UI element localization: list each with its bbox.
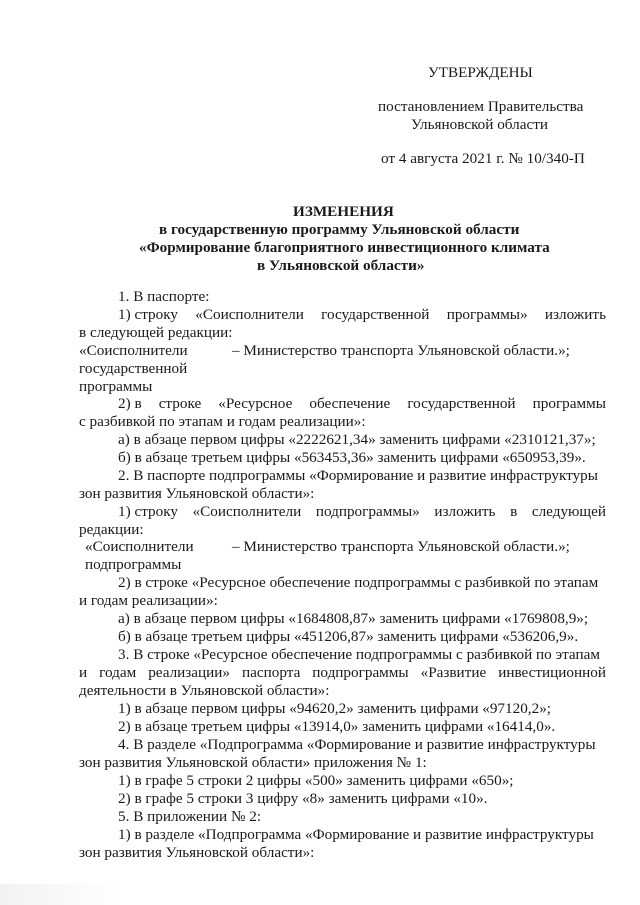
doc-heading-line-1: в государственную программу Ульяновской области (159, 221, 520, 238)
word: обеспечение (309, 395, 391, 412)
word: подпрограммы (312, 664, 409, 681)
doc-heading-line-3: в Ульяновской области» (257, 257, 425, 274)
paragraph-line: 2) в графе 5 строки 3 цифру «8» заменить цифрами «10». (118, 790, 488, 807)
word: «Соисполнители (192, 503, 302, 520)
table-label: подпрограммы (85, 556, 182, 573)
paragraph-line: зон развития Ульяновской области» приложения № 1: (79, 754, 427, 771)
approval-title: УТВЕРЖДЕНЫ (428, 64, 533, 81)
word: реализации» (148, 664, 231, 681)
word: программы» (446, 306, 528, 323)
word: в (510, 503, 518, 520)
table-value: – Министерство транспорта Ульяновской области.»; (232, 342, 570, 359)
word: «Соисполнители (195, 306, 304, 323)
paragraph-line: зон развития Ульяновской области»: (79, 485, 315, 502)
paragraph-line: б) в абзаце третьем цифры «563453,36» заменить цифрами «650953,39». (118, 449, 586, 466)
section-3-title: 3. В строке «Ресурсное обеспечение подпрограммы с разбивкой по этапам (118, 646, 600, 663)
table-label: государственной (79, 360, 188, 377)
word: программы (532, 395, 606, 412)
paragraph-line: 2) в абзаце третьем цифры «13914,0» заменить цифрами «16414,0». (118, 718, 556, 735)
paragraph-line: с разбивкой по этапам и годам реализации»: (79, 413, 366, 430)
word: строке (158, 395, 202, 412)
doc-heading-line-2: «Формирование благоприятного инвестиционного климата (139, 239, 550, 256)
approval-line-1: постановлением Правительства (378, 98, 584, 115)
paragraph-line: 2) в строке «Ресурсное обеспечение подпрограммы с разбивкой по этапам (118, 574, 599, 591)
paragraph-line (118, 306, 606, 324)
word: государственной (321, 306, 430, 323)
table-value: – Министерство транспорта Ульяновской области.»; (232, 538, 570, 555)
scan-artifact (0, 884, 120, 905)
paragraph-line: в следующей редакции: (79, 324, 233, 341)
table-label: «Соисполнители (85, 538, 194, 555)
section-5-title: 5. В приложении № 2: (118, 808, 262, 825)
word: паспорта (242, 664, 301, 681)
paragraph-line: б) в абзаце третьем цифры «451206,87» заменить цифрами «536206,9». (118, 628, 579, 645)
paragraph-line (118, 395, 606, 413)
word: изложить (544, 306, 606, 323)
approval-line-2: Ульяновской области (411, 116, 548, 133)
word: годам (99, 664, 137, 681)
word: и (79, 664, 88, 681)
doc-heading-title: ИЗМЕНЕНИЯ (293, 203, 394, 220)
paragraph-line: и годам реализации»: (79, 592, 218, 609)
word: инвестиционной (498, 664, 606, 681)
word: подпрограммы» (315, 503, 420, 520)
section-2-title: 2. В паспорте подпрограммы «Формирование и развитие инфраструктуры (118, 467, 598, 484)
section-1-title: 1. В паспорте: (118, 288, 210, 305)
word: 2) в (118, 395, 142, 412)
section-4-title: 4. В разделе «Подпрограмма «Формирование и развитие инфраструктуры (118, 736, 596, 753)
paragraph-line: 1) в графе 5 строки 2 цифры «500» заменить цифрами «650»; (118, 772, 514, 789)
word: 1) строку (118, 503, 178, 520)
word: изложить (434, 503, 496, 520)
paragraph-line: редакции: (79, 521, 144, 538)
paragraph-line: а) в абзаце первом цифры «1684808,87» заменить цифрами «1769808,9»; (118, 610, 589, 627)
table-label: «Соисполнители (79, 342, 188, 359)
word: 1) строку (118, 306, 178, 323)
word: «Ресурсное (218, 395, 293, 412)
paragraph-line: а) в абзаце первом цифры «2222621,34» заменить цифрами «2310121,37»; (118, 431, 596, 448)
paragraph-line: деятельности в Ульяновской области»: (79, 682, 330, 699)
paragraph-line: 1) в абзаце первом цифры «94620,2» заменить цифрами «97120,2»; (118, 700, 552, 717)
word: государственной (407, 395, 516, 412)
word: «Развитие (420, 664, 487, 681)
approval-date: от 4 августа 2021 г. № 10/340-П (381, 150, 585, 167)
paragraph-line (118, 503, 606, 521)
paragraph-line: 1) в разделе «Подпрограмма «Формирование и развитие инфраструктуры (118, 826, 594, 843)
paragraph-line (79, 664, 606, 682)
paragraph-line: зон развития Ульяновской области»: (79, 844, 315, 861)
word: следующей (531, 503, 606, 520)
table-label: программы (79, 378, 153, 395)
